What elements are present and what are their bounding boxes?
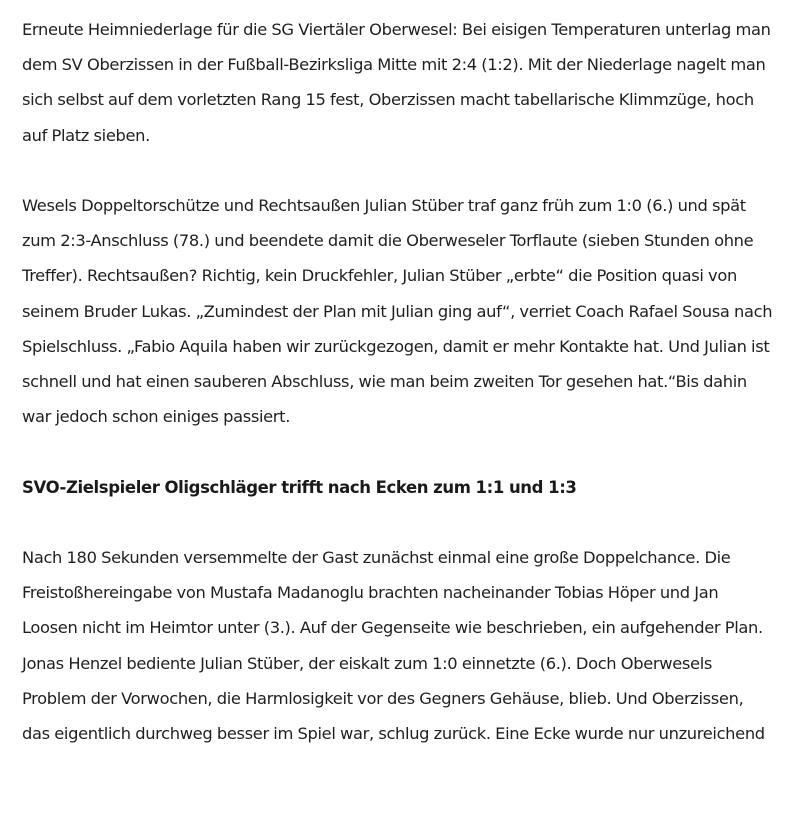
article-subheading: SVO-Zielspieler Oligschläger trifft nach Ecken zum 1:1 und 1:3 (22, 477, 577, 497)
article-body (22, 12, 774, 786)
article-paragraph-intro: Erneute Heimniederlage für die SG Viertäler Oberwesel: Bei eisigen Temperaturen unterlag man dem SV Oberzissen in der Fußball-Bezirksliga Mitte mit 2:4 (1:2). Mit der Niederlage nagelt man sich selbst auf dem vorletzten Rang 15 fest, Oberzissen macht tabellarische Klimmzüge, hoch auf Platz sieben. (22, 20, 771, 145)
article-paragraph-stueber: Wesels Doppeltorschütze und Rechtsaußen Julian Stüber traf ganz früh zum 1:0 (6.) und spät zum 2:3-Anschluss (78.) und beendete damit die Oberweseler Torflaute (sieben Stunden ohne Treffer). Rechtsaußen? Richtig, kein Druckfehler, Julian Stüber „erbte“ die Position quasi von seinem Bruder Lukas. „Zumindest der Plan mit Julian ging auf“, verriet Coach Rafael Sousa nach Spielschluss. „Fabio Aquila haben wir zurückgezogen, damit er mehr Kontakte hat. Und Julian ist schnell und hat einen sauberen Abschluss, wie man beim zweiten Tor gesehen hat.“Bis dahin war jedoch schon einiges passiert. (22, 196, 773, 427)
article-paragraph-match: Nach 180 Sekunden versemmelte der Gast zunächst einmal eine große Doppelchance. Die Freistoßhereingabe von Mustafa Madanoglu brachten nacheinander Tobias Höper und Jan Loosen nicht im Heimtor unter (3.). Auf der Gegenseite wie beschrieben, ein aufgehender Plan. Jonas Henzel bediente Julian Stüber, der eiskalt zum 1:0 einnetzte (6.). Doch Oberwesels Problem der Vorwochen, die Harmlosigkeit vor des Gegners Gehäuse, blieb. Und Oberzissen, das eigentlich durchweg besser im Spiel war, schlug zurück. Eine Ecke wurde nur unzureichend (22, 548, 765, 744)
